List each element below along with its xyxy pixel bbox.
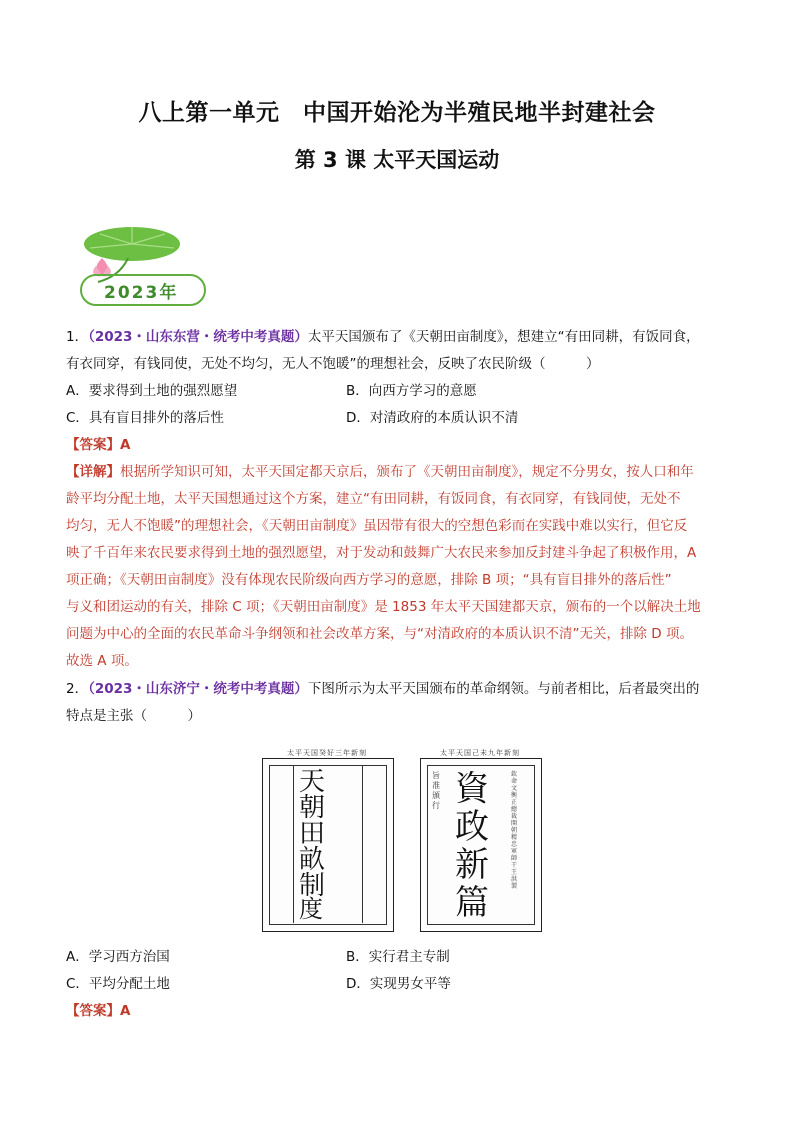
detail-line: 与义和团运动的有关，排除 C 项；《天朝田亩制度》是 1853 年太平天国建都天京，颁布的一个以解决土地 — [66, 599, 701, 615]
detail-line: 项正确；《天朝田亩制度》没有体现农民阶级向西方学习的意愿，排除 B 项；“具有盲目排外的落后性” — [66, 572, 672, 588]
book1-title-char: 度 — [299, 895, 323, 923]
detail-line: 映了千百年来农民要求得到土地的强烈愿望，对于发动和鼓舞广大农民来参加反封建斗争起了积极作用，A — [66, 545, 697, 561]
question-source: （2023・山东东营・统考中考真题） — [88, 329, 308, 345]
option-a: A．要求得到土地的强烈愿望 — [66, 383, 238, 399]
detail-line: 问题为中心的全面的农民革命斗争纲领和社会改革方案，与“对清政府的本质认识不清”无关，排除 D 项。 — [66, 626, 693, 642]
answer-value: A — [120, 1003, 131, 1019]
question-number: 2． — [66, 681, 89, 697]
book1-cover-image — [262, 758, 394, 932]
option-d: D．对清政府的本质认识不清 — [346, 410, 519, 426]
stem-line: 有衣同穿，有钱同使，无处不均匀，无人不饱暖”的理想社会，反映了农民阶级（ ） — [66, 356, 600, 372]
book1-title-char: 朝 — [299, 793, 326, 823]
question-2-stem — [66, 676, 730, 730]
year-label: 2023年 — [104, 283, 179, 303]
book2-side-right: 欽命文衡正總裁開朝精忠軍師干王洪 製 — [511, 771, 524, 890]
option-b: B．实行君主专制 — [346, 949, 450, 965]
detail-line: 龄平均分配土地，太平天国想通过这个方案，建立“有田同耕，有饭同食，有衣同穿，有钱同使，无处不 — [66, 491, 681, 507]
detail-line: 故选 A 项。 — [66, 653, 138, 669]
question-number: 1． — [66, 329, 89, 345]
answer-1 — [66, 432, 130, 459]
stem-line: 特点是主张（ ） — [66, 708, 201, 724]
option-a: A．学习西方治国 — [66, 949, 170, 965]
detail-label: 【详解】 — [66, 464, 120, 480]
book2-title-char: 資 — [455, 769, 489, 809]
unit-title: 八上第一单元 中国开始沦为半殖民地半封建社会 — [138, 100, 656, 126]
answer-value: A — [120, 437, 131, 453]
answer-label: 【答案】 — [66, 1003, 120, 1019]
answer-label: 【答案】 — [66, 437, 120, 453]
question-1-detail — [66, 459, 730, 675]
book2-cover-image — [420, 758, 542, 932]
detail-line: 根据所学知识可知，太平天国定都天京后，颁布了《天朝田亩制度》，规定不分男女，按人口和年 — [120, 464, 694, 480]
book1-title-char: 畝 — [299, 845, 326, 875]
detail-line: 均匀，无人不饱暖”的理想社会，《天朝田亩制度》虽因带有很大的空想色彩而在实践中难以实行，但它反 — [66, 518, 688, 534]
question-source: （2023・山东济宁・统考中考真题） — [88, 681, 308, 697]
book2-title-char: 政 — [455, 807, 489, 847]
question-1-stem — [66, 324, 730, 378]
option-c: C．平均分配土地 — [66, 976, 170, 992]
option-b: B．向西方学习的意愿 — [346, 383, 477, 399]
book2-side-left: 旨准頒行 — [432, 771, 440, 810]
option-d: D．实现男女平等 — [346, 976, 451, 992]
answer-2 — [66, 998, 130, 1025]
book1-title-char: 田 — [299, 819, 326, 849]
book1-title-char: 天 — [299, 767, 326, 797]
book1-title-char: 制 — [299, 871, 326, 901]
stem-line: 下图所示为太平天国颁布的革命纲领。与前者相比，后者最突出的 — [307, 681, 700, 697]
book2-header: 太平天国己未九年新刻 — [440, 749, 520, 757]
book1-header: 太平天国癸好三年新刻 — [287, 749, 367, 757]
option-c: C．具有盲目排外的落后性 — [66, 410, 224, 426]
lesson-title: 第 3 课 太平天国运动 — [294, 148, 500, 172]
book2-title-char: 新 — [455, 845, 489, 885]
book2-title-char: 篇 — [455, 883, 489, 923]
stem-line: 太平天国颁布了《天朝田亩制度》，想建立“有田同耕，有饭同食， — [307, 329, 700, 345]
